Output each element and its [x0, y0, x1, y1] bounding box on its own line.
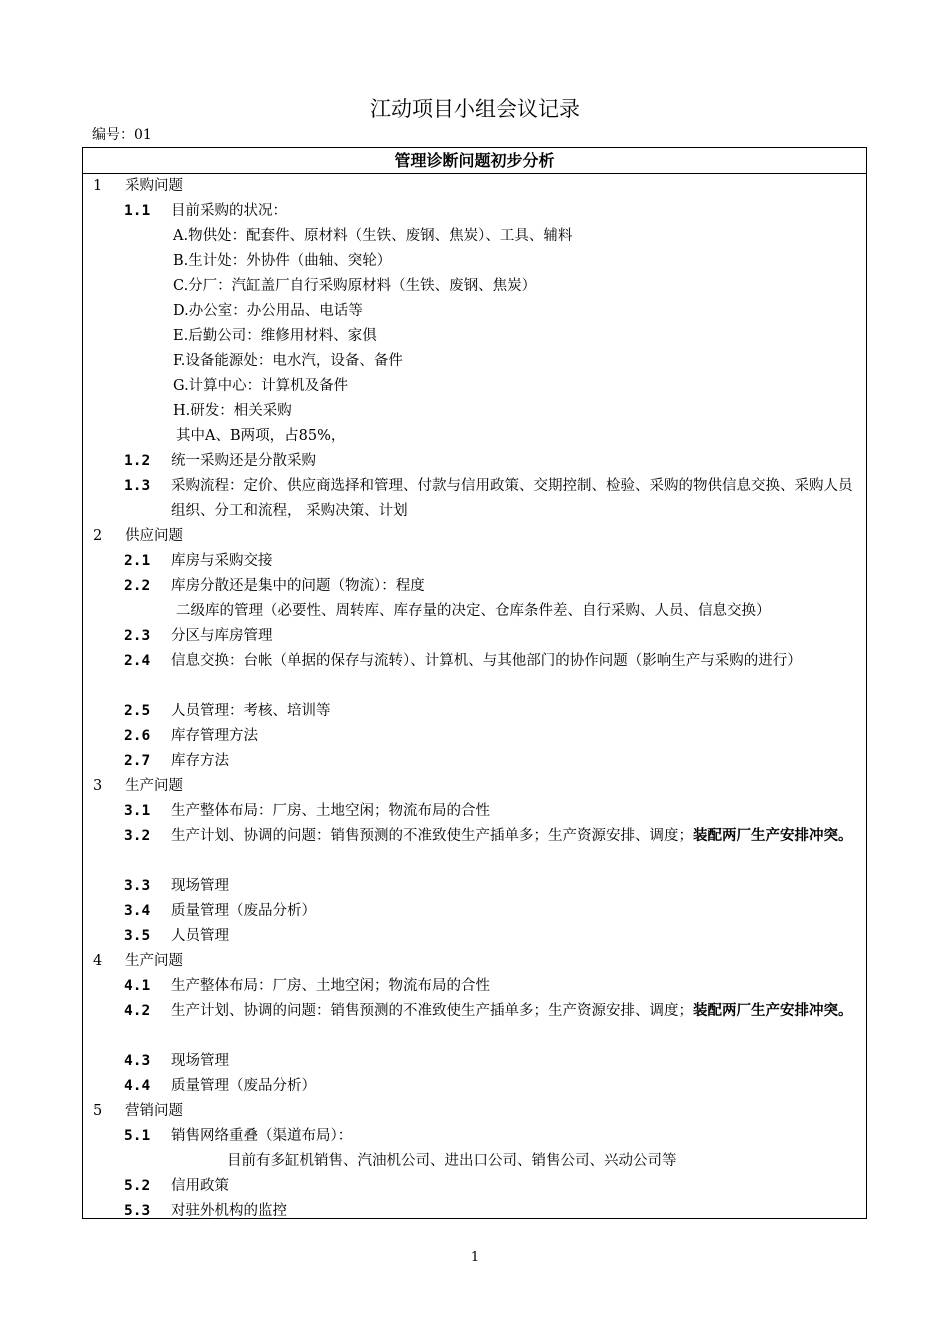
item-text: 目前采购的状况： — [171, 203, 287, 219]
item-number: 5.3 — [124, 1203, 151, 1219]
page-number: 1 — [470, 1250, 480, 1265]
item-text: 库存方法 — [171, 753, 229, 769]
item-number: 4.2 — [124, 1003, 151, 1019]
list-item: A.物供处：配套件、原材料（生铁、废钢、焦炭）、工具、辅料 — [173, 228, 573, 244]
section-title: 生产问题 — [125, 778, 183, 794]
table-header: 管理诊断问题初步分析 — [83, 148, 866, 174]
item-text: 信用政策 — [171, 1178, 229, 1194]
item-text-plain: 生产计划、协调的问题：销售预测的不准致使生产插单多；生产资源安排、调度； — [171, 828, 693, 844]
item-number: 3.4 — [124, 903, 151, 919]
item-number: 4.3 — [124, 1053, 151, 1069]
item-text: 质量管理（废品分析） — [171, 1078, 316, 1094]
list-item: E.后勤公司：维修用材料、家俱 — [173, 328, 377, 344]
section-title: 供应问题 — [125, 528, 183, 544]
item-number: 3.2 — [124, 828, 151, 844]
item-number: 3.3 — [124, 878, 151, 894]
item-text: 现场管理 — [171, 878, 229, 894]
list-item: H.研发：相关采购 — [173, 403, 292, 419]
section-title: 生产问题 — [125, 953, 183, 969]
item-text: 质量管理（废品分析） — [171, 903, 316, 919]
item-number: 2.4 — [124, 653, 151, 669]
item-text: 生产整体布局：厂房、土地空闲；物流布局的合性 — [171, 978, 490, 994]
item-text: 库存管理方法 — [171, 728, 258, 744]
document-title: 江动项目小组会议记录 — [370, 97, 580, 121]
item-number: 1.3 — [124, 478, 151, 494]
section-number: 1 — [93, 178, 103, 194]
list-item: F.设备能源处：电水汽，设备、备件 — [173, 353, 403, 369]
item-number: 2.3 — [124, 628, 151, 644]
item-text-bold: 装配两厂生产安排冲突。 — [693, 828, 853, 844]
section-number: 3 — [93, 778, 103, 794]
item-number: 2.7 — [124, 753, 151, 769]
analysis-table — [82, 147, 867, 1219]
item-text: 人员管理：考核、培训等 — [171, 703, 331, 719]
item-note: 目前有多缸机销售、汽油机公司、进出口公司、销售公司、兴动公司等 — [227, 1153, 677, 1169]
item-number: 5.1 — [124, 1128, 151, 1144]
item-number: 3.1 — [124, 803, 151, 819]
item-number: 5.2 — [124, 1178, 151, 1194]
item-text: 库房分散还是集中的问题（物流）：程度 — [171, 578, 425, 594]
item-text: 统一采购还是分散采购 — [171, 453, 316, 469]
item-text: 信息交换：台帐（单据的保存与流转）、计算机、与其他部门的协作问题（影响生产与采购的进行） — [171, 653, 802, 669]
list-item: C.分厂：汽缸盖厂自行采购原材料（生铁、废钢、焦炭） — [173, 278, 537, 294]
item-number: 3.5 — [124, 928, 151, 944]
item-text: 分区与库房管理 — [171, 628, 273, 644]
item-number: 2.5 — [124, 703, 151, 719]
item-text — [171, 824, 864, 849]
list-item: B.生计处：外协件（曲轴、突轮） — [173, 253, 392, 269]
item-text: 采购流程：定价、供应商选择和管理、付款与信用政策、交期控制、检验、采购的物供信息交换、采购人员组织、分工和流程， 采购决策、计划 — [171, 478, 853, 519]
list-item: D.办公室：办公用品、电话等 — [173, 303, 363, 319]
section-number: 4 — [93, 953, 103, 969]
item-text: 销售网络重叠（渠道布局）： — [171, 1128, 353, 1144]
item-number: 1.2 — [124, 453, 151, 469]
item-number: 4.4 — [124, 1078, 151, 1094]
item-text: 对驻外机构的监控 — [171, 1203, 287, 1219]
item-number: 2.1 — [124, 553, 151, 569]
item-text: 生产整体布局：厂房、土地空闲；物流布局的合性 — [171, 803, 490, 819]
item-number: 2.2 — [124, 578, 151, 594]
list-item: 其中A、B两项，占85%， — [176, 428, 346, 444]
item-text-plain: 生产计划、协调的问题：销售预测的不准致使生产插单多；生产资源安排、调度； — [171, 1003, 693, 1019]
item-text: 人员管理 — [171, 928, 229, 944]
section-number: 5 — [93, 1103, 103, 1119]
section-title: 采购问题 — [125, 178, 183, 194]
item-note: 二级库的管理（必要性、周转库、库存量的决定、仓库条件差、自行采购、人员、信息交换） — [176, 603, 771, 619]
section-number: 2 — [93, 528, 103, 544]
list-item: G.计算中心：计算机及备件 — [173, 378, 349, 394]
item-text: 库房与采购交接 — [171, 553, 273, 569]
section-title: 营销问题 — [125, 1103, 183, 1119]
item-number: 1.1 — [124, 203, 151, 219]
item-number: 2.6 — [124, 728, 151, 744]
item-text — [171, 999, 864, 1024]
document-number: 编号：01 — [92, 127, 152, 143]
item-text: 现场管理 — [171, 1053, 229, 1069]
item-number: 4.1 — [124, 978, 151, 994]
item-text-bold: 装配两厂生产安排冲突。 — [693, 1003, 853, 1019]
